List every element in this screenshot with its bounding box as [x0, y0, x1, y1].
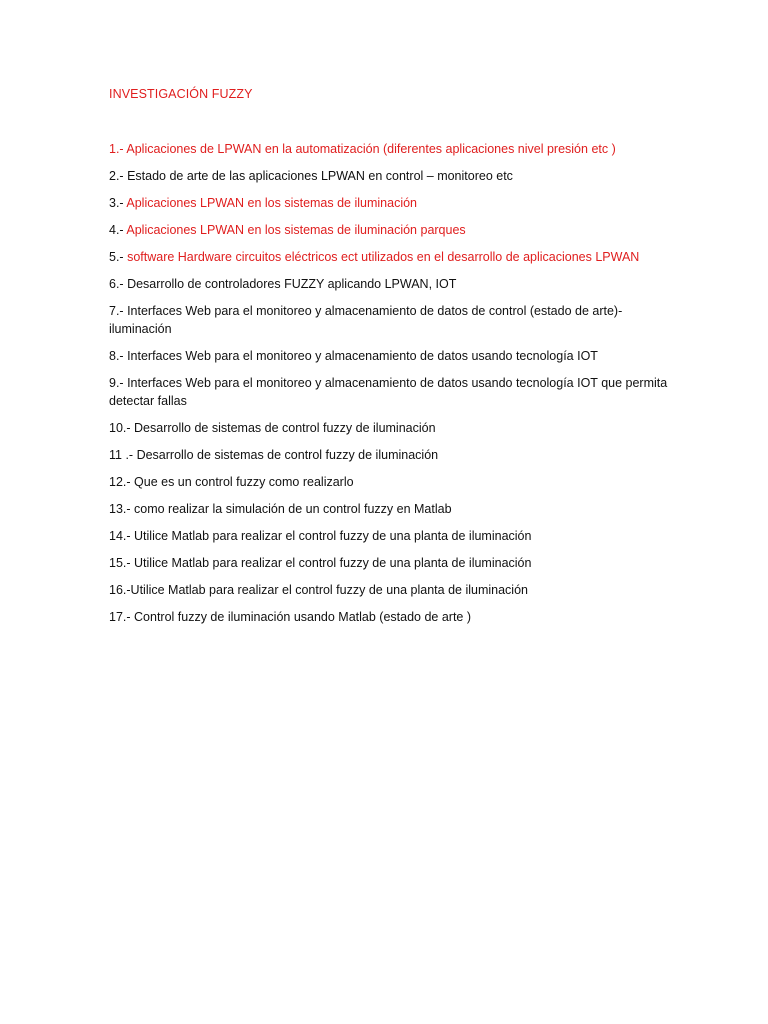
item-number: 6.-: [109, 277, 124, 291]
item-number: 11 .-: [109, 448, 134, 462]
item-text: Aplicaciones LPWAN en los sistemas de iluminación parques: [123, 223, 466, 237]
list-item: [109, 500, 669, 518]
list-item: [109, 581, 669, 599]
item-text: software Hardware circuitos eléctricos ect utilizados en el desarrollo de aplicaciones LPWAN: [123, 250, 640, 264]
item-number: 3.-: [109, 196, 124, 210]
list-item: [109, 374, 669, 410]
item-text: Que es un control fuzzy como realizarlo: [130, 475, 354, 489]
list-item: [109, 419, 669, 437]
item-text: Estado de arte de las aplicaciones LPWAN en control – monitoreo etc: [123, 169, 513, 183]
list-item: [109, 194, 669, 212]
item-text: Utilice Matlab para realizar el control fuzzy de una planta de iluminación: [130, 529, 532, 543]
item-text: Utilice Matlab para realizar el control fuzzy de una planta de iluminación: [130, 556, 532, 570]
list-item: [109, 302, 669, 338]
item-number: 15.-: [109, 556, 131, 570]
item-text: Utilice Matlab para realizar el control fuzzy de una planta de iluminación: [130, 583, 528, 597]
item-number: 5.-: [109, 250, 124, 264]
item-number: 17.-: [109, 610, 131, 624]
list-item: [109, 608, 669, 626]
item-number: 8.-: [109, 349, 124, 363]
item-number: 14.-: [109, 529, 131, 543]
research-topic-list: [109, 140, 669, 635]
list-item: [109, 140, 669, 158]
item-text: Interfaces Web para el monitoreo y almacenamiento de datos usando tecnología IOT: [123, 349, 598, 363]
list-item: [109, 527, 669, 545]
item-number: 12.-: [109, 475, 131, 489]
list-item: [109, 248, 669, 266]
item-text: Interfaces Web para el monitoreo y almacenamiento de datos usando tecnología IOT que permita detectar fallas: [109, 376, 668, 408]
item-text: Aplicaciones LPWAN en los sistemas de iluminación: [123, 196, 418, 210]
item-number: 1.-: [109, 142, 127, 156]
item-text: Desarrollo de sistemas de control fuzzy de iluminación: [130, 421, 436, 435]
item-text: Desarrollo de controladores FUZZY aplicando LPWAN, IOT: [123, 277, 457, 291]
item-number: 16.-: [109, 583, 131, 597]
list-item: [109, 275, 669, 293]
item-number: 4.-: [109, 223, 124, 237]
list-item: [109, 347, 669, 365]
list-item: [109, 221, 669, 239]
item-text: Control fuzzy de iluminación usando Matlab (estado de arte ): [130, 610, 472, 624]
list-item: [109, 473, 669, 491]
item-text: como realizar la simulación de un control fuzzy en Matlab: [130, 502, 452, 516]
list-item: [109, 446, 669, 464]
item-text: Desarrollo de sistemas de control fuzzy de iluminación: [133, 448, 439, 462]
item-number: 10.-: [109, 421, 131, 435]
document-title: INVESTIGACIÓN FUZZY: [109, 87, 253, 101]
item-number: 13.-: [109, 502, 131, 516]
item-number: 7.-: [109, 304, 124, 318]
item-text: Aplicaciones de LPWAN en la automatización (diferentes aplicaciones nivel presión etc ): [126, 142, 616, 156]
item-text: Interfaces Web para el monitoreo y almacenamiento de datos de control (estado de arte)-iluminación: [109, 304, 623, 336]
item-number: 2.-: [109, 169, 124, 183]
list-item: [109, 167, 669, 185]
item-number: 9.-: [109, 376, 124, 390]
list-item: [109, 554, 669, 572]
